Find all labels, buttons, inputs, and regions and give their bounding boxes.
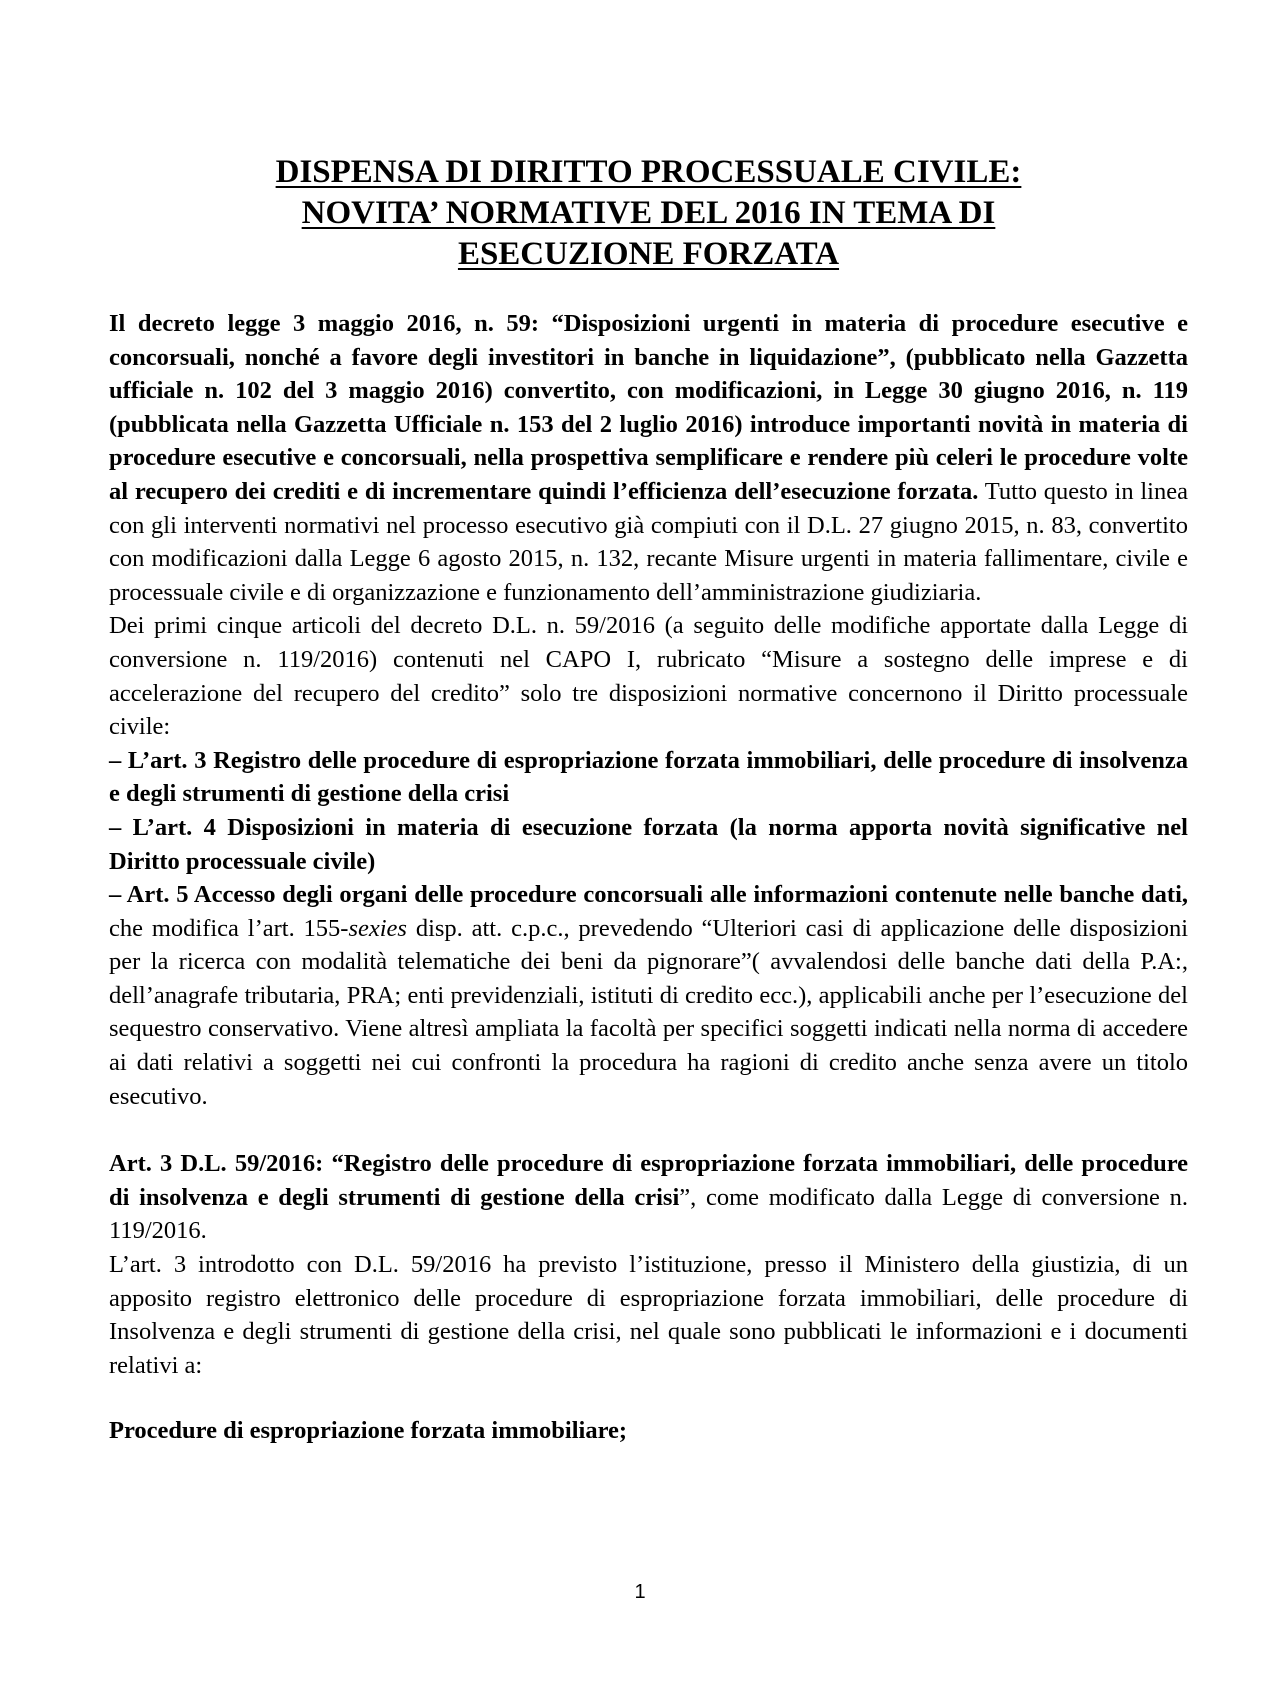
art-5-italic-text: sexies [348, 914, 407, 942]
document-content [109, 152, 1188, 1448]
art-3-heading-bold: Art. 3 D.L. 59/2016: “Registro delle procedure di espropriazione forzata immobiliari, delle procedure di insolvenza e degli strumenti di gestione della crisi [109, 1150, 1188, 1211]
title-line-1: DISPENSA DI DIRITTO PROCESSUALE CIVILE: [275, 154, 1022, 190]
art-5-text-b: disp. att. c.p.c., prevedendo “Ulteriori casi di applicazione delle disposizioni per la ricerca con modalità telematiche dei beni da pignorare”( avvalendosi delle banche dati della P.A:, dell’anagrafe tributaria, PRA; enti previdenziali, istituti di credito ecc.), applicabili anche per l’esecuzione del sequestro conservativo. Viene altresì ampliata la facoltà per specifici soggetti indicati nella norma di accedere ai dati relativi a soggetti nei cui confronti la procedura ha ragioni di credito anche senza avere un titolo esecutivo. [109, 914, 1188, 1110]
paragraph-spacer [109, 1382, 1188, 1414]
subheading-espropriazione: Procedure di espropriazione forzata immobiliare; [109, 1417, 628, 1445]
art-5-text-a: che modifica l’art. 155- [109, 914, 349, 942]
art-3-body-paragraph: L’art. 3 introdotto con D.L. 59/2016 ha previsto l’istituzione, presso il Ministero della giustizia, di un apposito registro elettronico delle procedure di espropriazione forzata immobiliari, delle procedure di Insolvenza e degli strumenti di gestione della crisi, nel quale sono pubblicati le informazioni e i documenti relativi a: [109, 1251, 1188, 1379]
title-line-3: ESECUZIONE FORZATA [457, 236, 840, 272]
list-item-art-4: – L’art. 4 Disposizioni in materia di esecuzione forzata (la norma apporta novità significative nel Diritto processuale civile) [109, 813, 1188, 875]
list-item-art-3: – L’art. 3 Registro delle procedure di espropriazione forzata immobiliari, delle procedure di insolvenza e degli strumenti di gestione della crisi [109, 746, 1188, 808]
articles-overview-paragraph: Dei primi cinque articoli del decreto D.L. n. 59/2016 (a seguito delle modifiche apportate dalla Legge di conversione n. 119/2016) contenuti nel CAPO I, rubricato “Misure a sostegno delle imprese e di accelerazione del recupero del credito” solo tre disposizioni normative concernono il Diritto processuale civile: [109, 612, 1188, 741]
page-number: 1 [634, 1581, 646, 1603]
art-5-bold-text: – Art. 5 Accesso degli organi delle procedure concorsuali alle informazioni contenute nelle banche dati, [109, 881, 1188, 909]
intro-paragraph [109, 307, 1188, 609]
intro-normal-text: Tutto questo in linea con gli interventi normativi nel processo esecutivo già compiuti con il D.L. 27 giugno 2015, n. 83, convertito con modificazioni dalla Legge 6 agosto 2015, n. 132, recante Misure urgenti in materia fallimentare, civile e processuale civile e di organizzazione e funzionamento dell’amministrazione giudiziaria. [109, 477, 1188, 606]
art-3-heading [109, 1147, 1188, 1248]
title-line-2: NOVITA’ NORMATIVE DEL 2016 IN TEMA DI [301, 195, 996, 231]
list-item-art-5 [109, 878, 1188, 1113]
paragraph-spacer [109, 1113, 1188, 1147]
intro-bold-text: Il decreto legge 3 maggio 2016, n. 59: “Disposizioni urgenti in materia di procedure esecutive e concorsuali, nonché a favore degli investitori in banche in liquidazione”, (pubblicato nella Gazzetta ufficiale n. 102 del 3 maggio 2016) convertito, con modificazioni, in Legge 30 giugno 2016, n. 119 (pubblicata nella Gazzetta Ufficiale n. 153 del 2 luglio 2016) introduce importanti novità in materia di procedure esecutive e concorsuali, nella prospettiva semplificare e rendere più celeri le procedure volte al recupero dei crediti e di incrementare quindi l’efficienza dell’esecuzione forzata. [109, 310, 1188, 505]
document-title [109, 152, 1188, 275]
art-3-heading-normal: ”, come modificato dalla Legge di conversione n. 119/2016. [109, 1183, 1188, 1245]
